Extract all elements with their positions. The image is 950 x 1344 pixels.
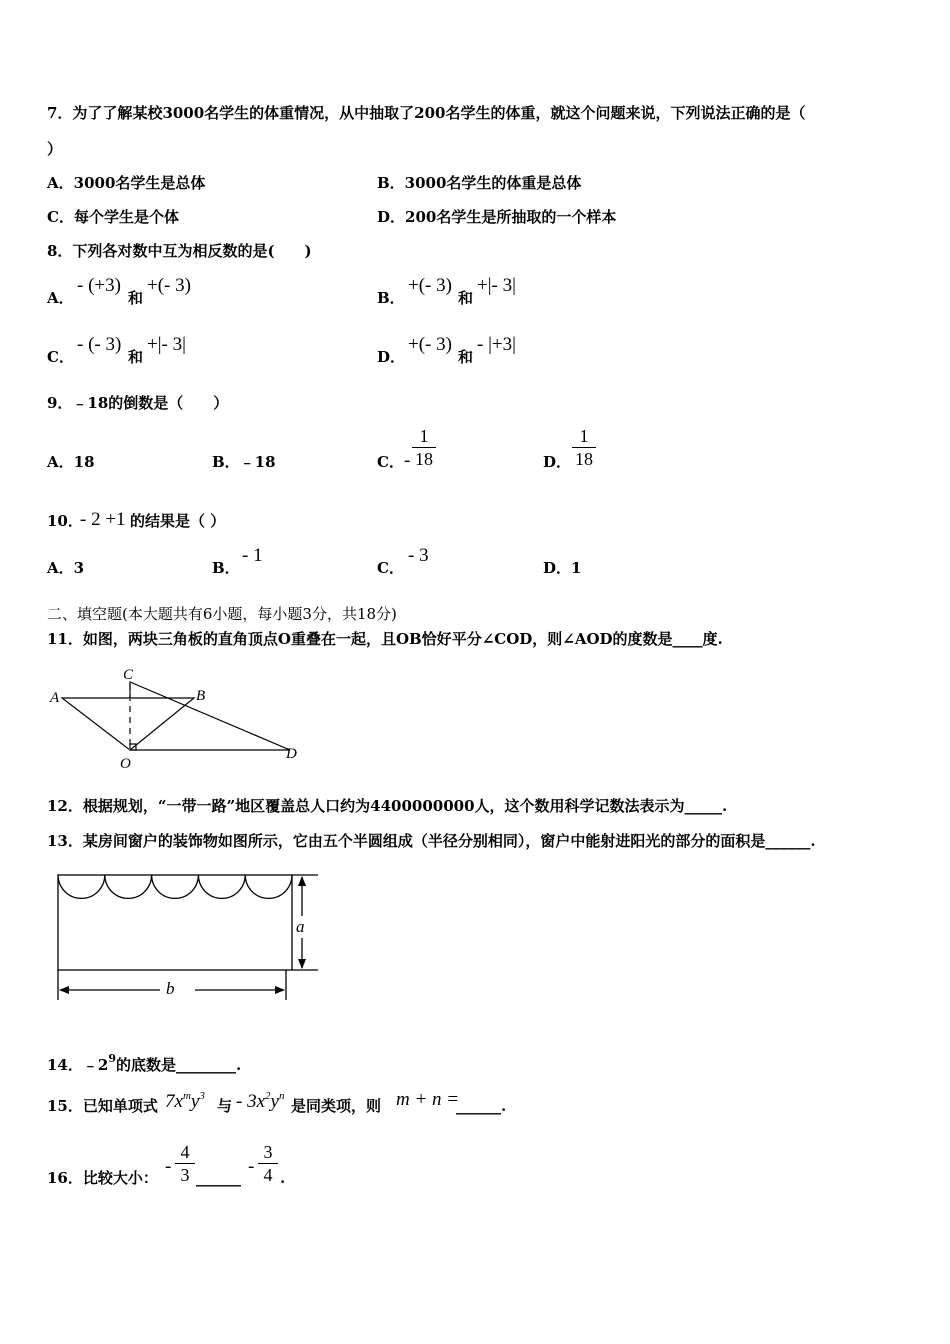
q16-fraction-2 [258,1142,278,1185]
label-d: D [286,746,297,762]
q16-f2-denominator: 4 [263,1165,273,1185]
q10-option-d: D．1 [543,559,582,577]
q9-c-numerator: 1 [419,426,429,446]
q10-stem-tail: 的结果是（ ） [130,512,226,530]
q16-f2-numerator: 3 [263,1142,273,1162]
q11-stem: 11．如图，两块三角板的直角顶点O重叠在一起，且OB恰好平分∠COD，则∠AOD的度数是____度. [47,630,723,648]
q9-c-denominator: 18 [415,449,433,469]
q16-blank: ______ [196,1169,241,1187]
q10-b-value: - 1 [242,545,263,566]
q15-expression: m + n = [396,1089,460,1110]
q16-f2-sign: - [248,1156,255,1177]
q16-prefix: 16．比较大小： [47,1169,158,1187]
q10-expression: - 2 +1 [80,509,126,530]
q14-prefix: 14．﹣2 [47,1056,109,1074]
q16-f1-sign: - [165,1156,172,1177]
q15-m1-exp-m: m [182,1090,191,1102]
q9-option-d-label: D． [543,453,572,471]
q8-d-right: - |+3| [477,334,516,355]
q9-stem: 9．﹣18的倒数是（ ） [47,394,229,412]
q9-option-b: B．﹣18 [212,453,276,471]
q7-option-d: D．200名学生是所抽取的一个样本 [377,208,617,226]
q8-b-left: +(- 3) [408,275,452,296]
q10-option-c-label: C． [377,559,404,577]
q15-monomial-2 [236,1085,284,1113]
q9-c-fraction [412,426,436,469]
q15-m1-y: y [190,1091,200,1112]
q12-stem: 12．根据规划，“一带一路”地区覆盖总人口约为4400000000人，这个数用科学记数法表示为_____. [47,797,728,815]
q15-monomial-1 [165,1085,205,1113]
q8-d-left: +(- 3) [408,334,452,355]
q8-label-a: A． [47,289,74,307]
q16-fraction-1 [175,1142,195,1185]
q15-m1-exp-3: 3 [199,1090,205,1102]
q8-b-and: 和 [458,289,474,307]
q7-option-c: C．每个学生是个体 [47,208,179,226]
q15-m2-y: y [270,1091,279,1112]
q8-a-and: 和 [128,289,144,307]
q9-c-sign: - [404,450,411,471]
five-semicircles [58,875,292,898]
q15-middle-text: 是同类项，则 [291,1097,382,1115]
triangle-aob [62,698,194,750]
q8-c-left: - (- 3) [77,334,122,355]
q7-option-b: B．3000名学生的体重是总体 [377,174,582,192]
triangle-cod [130,682,290,750]
q15-m2-base: - 3x [236,1091,266,1112]
q16-end: . [280,1169,286,1187]
q8-b-right: +|- 3| [477,275,516,296]
q8-stem: 8．下列各对数中互为相反数的是( ) [47,242,312,260]
q10-c-value: - 3 [408,545,429,566]
q14-suffix: 的底数是________. [115,1056,242,1074]
label-c: C [123,667,134,683]
q9-d-numerator: 1 [579,426,589,446]
q15-m1-base: 7x [165,1091,183,1112]
q16-f1-denominator: 3 [180,1165,190,1185]
q8-label-d: D． [377,348,406,366]
q9-option-a: A．18 [47,453,95,471]
label-a: A [50,690,60,706]
q8-a-right: +(- 3) [147,275,191,296]
q8-label-c: C． [47,348,74,366]
q9-d-denominator: 18 [575,449,593,469]
q13-stem: 13．某房间窗户的装饰物如图所示，它由五个半圆组成（半径分别相同），窗户中能射进阳光的部分的面积是______. [47,832,816,850]
fraction-bar [572,447,596,448]
q15-m2-exp-n: n [278,1090,285,1102]
section-2-heading: 二、填空题(本大题共有6小题，每小题3分，共18分) [47,605,397,623]
label-b: B [196,688,206,704]
q8-c-and: 和 [128,348,144,366]
q10-option-a: A．3 [47,559,85,577]
q7-stem-line1: 7．为了了解某校3000名学生的体重情况，从中抽取了200名学生的体重，就这个问题来说，下列说法正确的是（ [47,104,806,122]
q8-label-b: B． [377,289,405,307]
q9-d-fraction [572,426,596,469]
fraction-bar [258,1163,278,1164]
q9-option-c-label: C． [377,453,404,471]
q15-m2-exp-2: 2 [265,1090,271,1102]
q14-exponent: 9 [108,1052,116,1065]
q14-stem [47,1050,241,1074]
q8-c-right: +|- 3| [147,334,186,355]
q8-a-left: - (+3) [77,275,121,296]
q11-triangle-figure [48,664,308,774]
q8-d-and: 和 [458,348,474,366]
q16-f1-numerator: 4 [180,1142,190,1162]
q10-number: 10． [47,512,83,530]
q15-prefix: 15．已知单项式 [47,1097,158,1115]
q7-option-a: A．3000名学生是总体 [47,174,206,192]
label-o: O [120,756,131,772]
q15-blank: ______. [456,1097,507,1115]
label-b: b [166,979,175,998]
q15-and: 与 [217,1097,233,1115]
fraction-bar [412,447,436,448]
q13-window-figure [52,868,322,1003]
label-a: a [296,917,305,936]
window-rectangle [58,875,292,970]
q7-stem-line2: ） [47,140,63,158]
fraction-bar [175,1163,195,1164]
q10-option-b-label: B． [212,559,240,577]
